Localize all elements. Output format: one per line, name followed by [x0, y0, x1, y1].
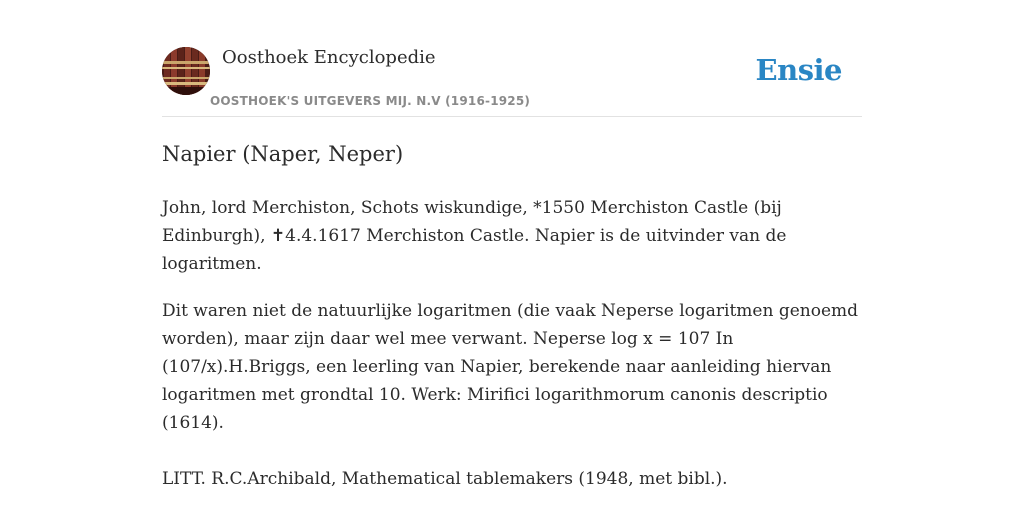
article: [162, 138, 862, 512]
article-paragraph-1: John, lord Merchiston, Schots wiskundige, *1550 Merchiston Castle (bij Edinburgh), ✝4.4.1617 Merchiston Castle. Napier is de uitvinder van de logaritmen.: [162, 198, 787, 274]
literature-reference: LITT. R.C.Archibald, Mathematical tablemakers (1948, met bibl.).: [162, 469, 728, 489]
site-header: [162, 46, 862, 117]
article-title: Napier (Naper, Neper): [162, 142, 404, 166]
brand-logo[interactable]: Ensie: [755, 53, 842, 87]
publisher-label: OOSTHOEK'S UITGEVERS MIJ. N.V (1916-1925): [210, 94, 531, 108]
encyclopedia-books-icon[interactable]: [162, 47, 210, 95]
article-paragraph-2: Dit waren niet de natuurlijke logaritmen (die vaak Neperse logaritmen genoemd worden), maar zijn daar wel mee verwant. Neperse log x = 107 In (107/x).H.Briggs, een leerling van Napier, berekende naar aanleiding hiervan logaritmen met grondtal 10. Werk: Mirifici logarithmorum canonis descriptio (1614).: [162, 301, 859, 433]
source-title[interactable]: Oosthoek Encyclopedie: [222, 47, 436, 68]
